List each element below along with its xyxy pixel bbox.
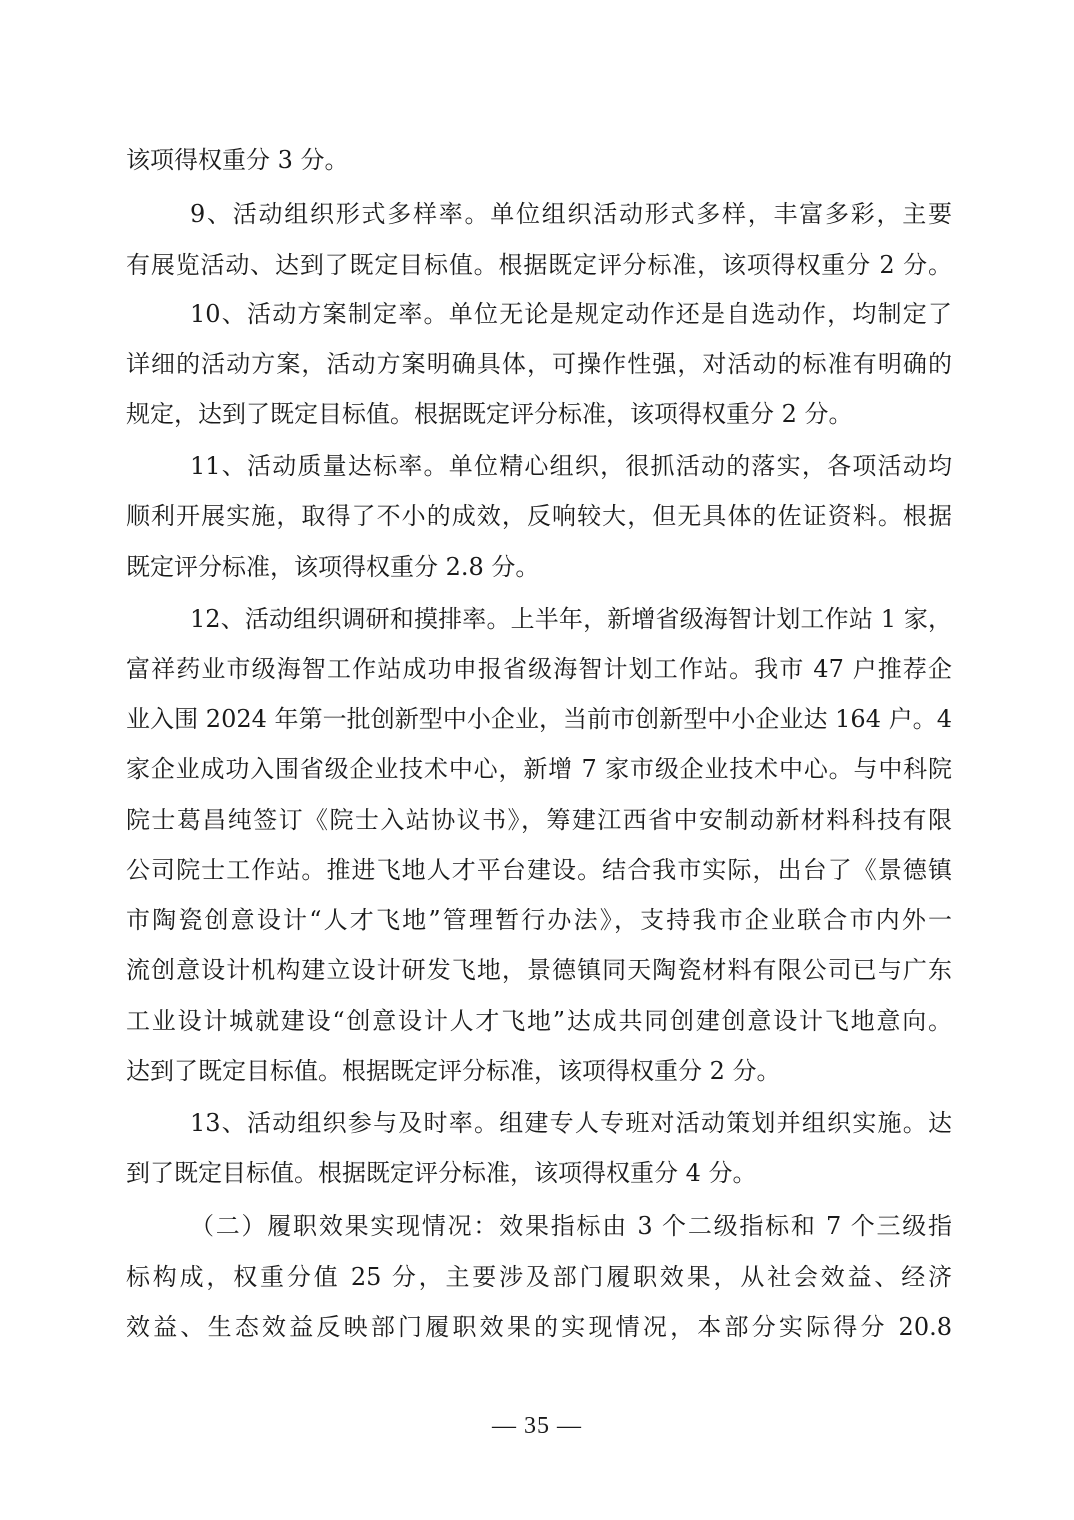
text-line: 规定，达到了既定目标值。根据既定评分标准，该项得权重分 2 分。 xyxy=(126,400,853,428)
text-line: 市陶瓷创意设计“人才飞地”管理暂行办法》，支持我市企业联合市内外一 xyxy=(126,906,952,934)
text-line: 13、活动组织参与及时率。组建专人专班对活动策划并组织实施。达 xyxy=(190,1109,952,1137)
text-line: 9、活动组织形式多样率。单位组织活动形式多样，丰富多彩，主要 xyxy=(190,200,952,228)
text-line: 业入围 2024 年第一批创新型中小企业，当前市创新型中小企业达 164 户。4 xyxy=(126,705,952,733)
page-number: — 35 — xyxy=(492,1413,582,1439)
text-line: 流创意设计机构建立设计研发飞地，景德镇同天陶瓷材料有限公司已与广东 xyxy=(126,956,952,984)
text-line: 到了既定目标值。根据既定评分标准，该项得权重分 4 分。 xyxy=(126,1159,757,1187)
text-line: 有展览活动、达到了既定目标值。根据既定评分标准，该项得权重分 2 分。 xyxy=(126,251,952,279)
text-line: 达到了既定目标值。根据既定评分标准，该项得权重分 2 分。 xyxy=(126,1057,781,1085)
text-line: 11、活动质量达标率。单位精心组织，很抓活动的落实，各项活动均 xyxy=(190,452,952,480)
text-line: 10、活动方案制定率。单位无论是规定动作还是自选动作，均制定了 xyxy=(190,300,952,328)
text-line: 标构成，权重分值 25 分，主要涉及部门履职效果，从社会效益、经济 xyxy=(126,1263,952,1291)
text-line: 公司院士工作站。推进飞地人才平台建设。结合我市实际，出台了《景德镇 xyxy=(126,856,952,884)
text-line: 既定评分标准，该项得权重分 2.8 分。 xyxy=(126,553,540,581)
text-line: 院士葛昌纯签订《院士入站协议书》，筹建江西省中安制动新材料科技有限 xyxy=(126,806,952,834)
text-line: 该项得权重分 3 分。 xyxy=(126,146,349,174)
text-line: 详细的活动方案，活动方案明确具体，可操作性强，对活动的标准有明确的 xyxy=(126,350,952,378)
text-line: 工业设计城就建设“创意设计人才飞地”达成共同创建创意设计飞地意向。 xyxy=(126,1007,952,1035)
text-line: （二）履职效果实现情况：效果指标由 3 个二级指标和 7 个三级指 xyxy=(190,1212,952,1240)
text-line: 家企业成功入围省级企业技术中心，新增 7 家市级企业技术中心。与中科院 xyxy=(126,755,952,783)
text-line: 12、活动组织调研和摸排率。上半年，新增省级海智计划工作站 1 家， xyxy=(190,605,952,633)
text-line: 效益、生态效益反映部门履职效果的实现情况，本部分实际得分 20.8 xyxy=(126,1313,952,1341)
text-line: 顺利开展实施，取得了不小的成效，反响较大，但无具体的佐证资料。根据 xyxy=(126,502,952,530)
text-line: 富祥药业市级海智工作站成功申报省级海智计划工作站。我市 47 户推荐企 xyxy=(126,655,952,683)
